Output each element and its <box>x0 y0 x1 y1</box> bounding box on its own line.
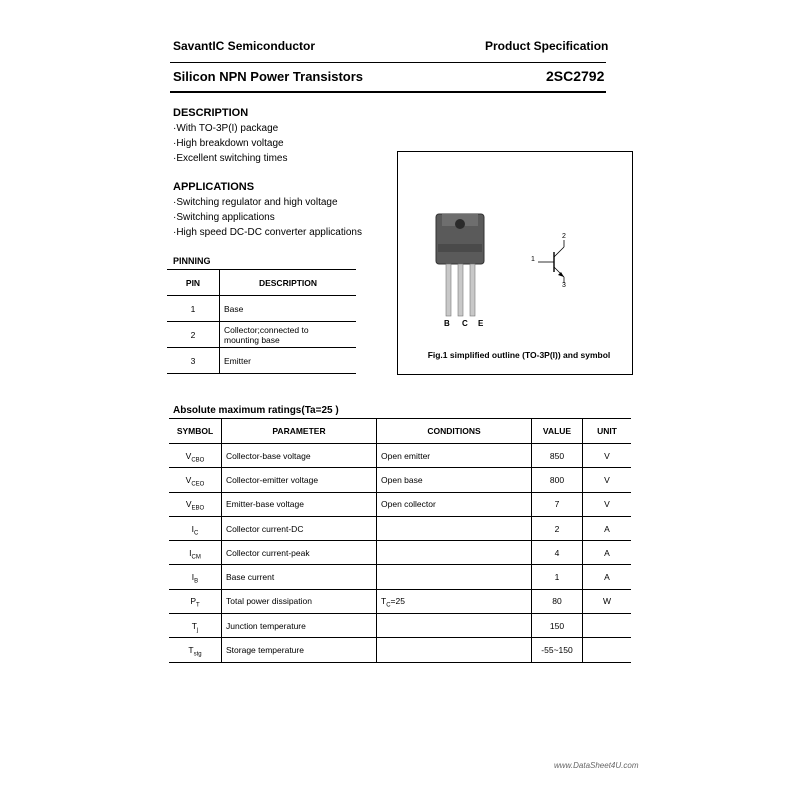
lead-emitter <box>470 264 475 316</box>
ratings-title: Absolute maximum ratings(Ta=25 ) <box>173 405 339 416</box>
symbol-cell: $I_B$ <box>169 565 222 589</box>
value-cell: 1 <box>532 565 583 589</box>
figure-caption: Fig.1 simplified outline (TO-3P(I)) and symbol <box>427 350 611 360</box>
unit-cell: W <box>583 589 632 613</box>
symbol-cell: $P_T$ <box>169 589 222 613</box>
company-name: SavantIC Semiconductor <box>173 39 316 53</box>
conditions-cell <box>377 565 532 589</box>
ratings-table <box>169 418 631 663</box>
parameter-cell: Junction temperature <box>222 614 377 638</box>
description-list <box>173 121 287 166</box>
value-cell: 800 <box>532 468 583 492</box>
list-item: ·With TO-3P(I) package <box>173 123 279 134</box>
symbol-pin-label: 2 <box>562 233 566 240</box>
lead-label-e: E <box>478 319 484 328</box>
parameter-cell: Total power dissipation <box>222 589 377 613</box>
lead-collector <box>458 264 463 316</box>
parameter-header: PARAMETER <box>222 419 377 444</box>
table-row <box>169 444 631 468</box>
conditions-header: CONDITIONS <box>377 419 532 444</box>
list-item: ·Switching regulator and high voltage <box>173 197 338 208</box>
table-row <box>169 516 631 540</box>
pin-number: 3 <box>167 348 220 374</box>
pin-description: Base <box>220 296 357 322</box>
parameter-cell: Collector current-DC <box>222 516 377 540</box>
table-row <box>169 492 631 516</box>
pin-number: 1 <box>167 296 220 322</box>
applications-title: APPLICATIONS <box>173 181 255 193</box>
value-cell: 7 <box>532 492 583 516</box>
header-rule <box>170 62 606 63</box>
symbol-cell: $I_C$ <box>169 516 222 540</box>
table-row <box>167 296 356 322</box>
pin-header: PIN <box>167 270 220 296</box>
pinning-title: PINNING <box>173 256 211 266</box>
unit-cell: A <box>583 541 632 565</box>
unit-cell <box>583 638 632 662</box>
lead-base <box>446 264 451 316</box>
lead-label-b: B <box>444 319 450 328</box>
symbol-cell: $T_j$ <box>169 614 222 638</box>
symbol-cell: $I_{CM}$ <box>169 541 222 565</box>
parameter-cell: Collector current-peak <box>222 541 377 565</box>
value-cell: 2 <box>532 516 583 540</box>
pinning-table <box>167 269 356 374</box>
conditions-cell: Open base <box>377 468 532 492</box>
package-outline-figure <box>398 152 632 374</box>
list-item: ·High breakdown voltage <box>173 138 284 149</box>
table-row <box>169 468 631 492</box>
parameter-cell: Storage temperature <box>222 638 377 662</box>
list-item: ·Switching applications <box>173 212 275 223</box>
page-title: Silicon NPN Power Transistors <box>173 69 363 84</box>
table-header-row <box>167 270 356 296</box>
conditions-cell: $T_C=25$ <box>377 589 532 613</box>
title-rule <box>170 91 606 93</box>
conditions-cell: Open emitter <box>377 444 532 468</box>
value-cell: -55~150 <box>532 638 583 662</box>
pin-description-line: Collector;connected to <box>224 324 309 335</box>
pin-description-line: mounting base <box>224 334 280 345</box>
table-row <box>167 348 356 374</box>
mounting-hole-icon <box>455 219 465 229</box>
value-cell: 850 <box>532 444 583 468</box>
applications-list <box>173 195 362 240</box>
unit-cell <box>583 614 632 638</box>
pin-description: Emitter <box>220 348 357 374</box>
unit-cell: V <box>583 468 632 492</box>
lead-label-c: C <box>462 319 468 328</box>
value-cell: 4 <box>532 541 583 565</box>
symbol-header: SYMBOL <box>169 419 222 444</box>
unit-cell: A <box>583 516 632 540</box>
symbol-cell: $T_{stg}$ <box>169 638 222 662</box>
value-cell: 150 <box>532 614 583 638</box>
symbol-cell: $V_{CBO}$ <box>169 444 222 468</box>
conditions-cell <box>377 614 532 638</box>
unit-header: UNIT <box>583 419 632 444</box>
part-number: 2SC2792 <box>546 68 605 84</box>
table-row <box>169 589 631 613</box>
symbol-collector <box>554 247 564 257</box>
parameter-cell: Base current <box>222 565 377 589</box>
pin-desc-header: DESCRIPTION <box>220 270 357 296</box>
conditions-cell <box>377 516 532 540</box>
conditions-cell <box>377 541 532 565</box>
conditions-cell <box>377 638 532 662</box>
value-cell: 80 <box>532 589 583 613</box>
pin-description <box>220 322 357 348</box>
symbol-cell: $V_{EBO}$ <box>169 492 222 516</box>
description-title: DESCRIPTION <box>173 107 249 119</box>
table-row <box>169 541 631 565</box>
value-header: VALUE <box>532 419 583 444</box>
pin-number: 2 <box>167 322 220 348</box>
table-row <box>167 322 356 348</box>
unit-cell: V <box>583 492 632 516</box>
symbol-pin-label: 1 <box>531 256 535 263</box>
parameter-cell: Emitter-base voltage <box>222 492 377 516</box>
table-row <box>169 638 631 662</box>
document-type: Product Specification <box>485 39 609 53</box>
table-header-row <box>169 419 631 444</box>
symbol-pin-label: 3 <box>562 282 566 289</box>
table-row <box>169 565 631 589</box>
emitter-arrow-icon <box>558 272 564 277</box>
unit-cell: V <box>583 444 632 468</box>
unit-cell: A <box>583 565 632 589</box>
list-item: ·Excellent switching times <box>173 153 288 164</box>
parameter-cell: Collector-base voltage <box>222 444 377 468</box>
symbol-cell: $V_{CEO}$ <box>169 468 222 492</box>
conditions-cell: Open collector <box>377 492 532 516</box>
watermark-link[interactable]: www.DataSheet4U.com <box>554 761 639 770</box>
table-row <box>169 614 631 638</box>
parameter-cell: Collector-emitter voltage <box>222 468 377 492</box>
list-item: ·High speed DC-DC converter applications <box>173 227 362 238</box>
